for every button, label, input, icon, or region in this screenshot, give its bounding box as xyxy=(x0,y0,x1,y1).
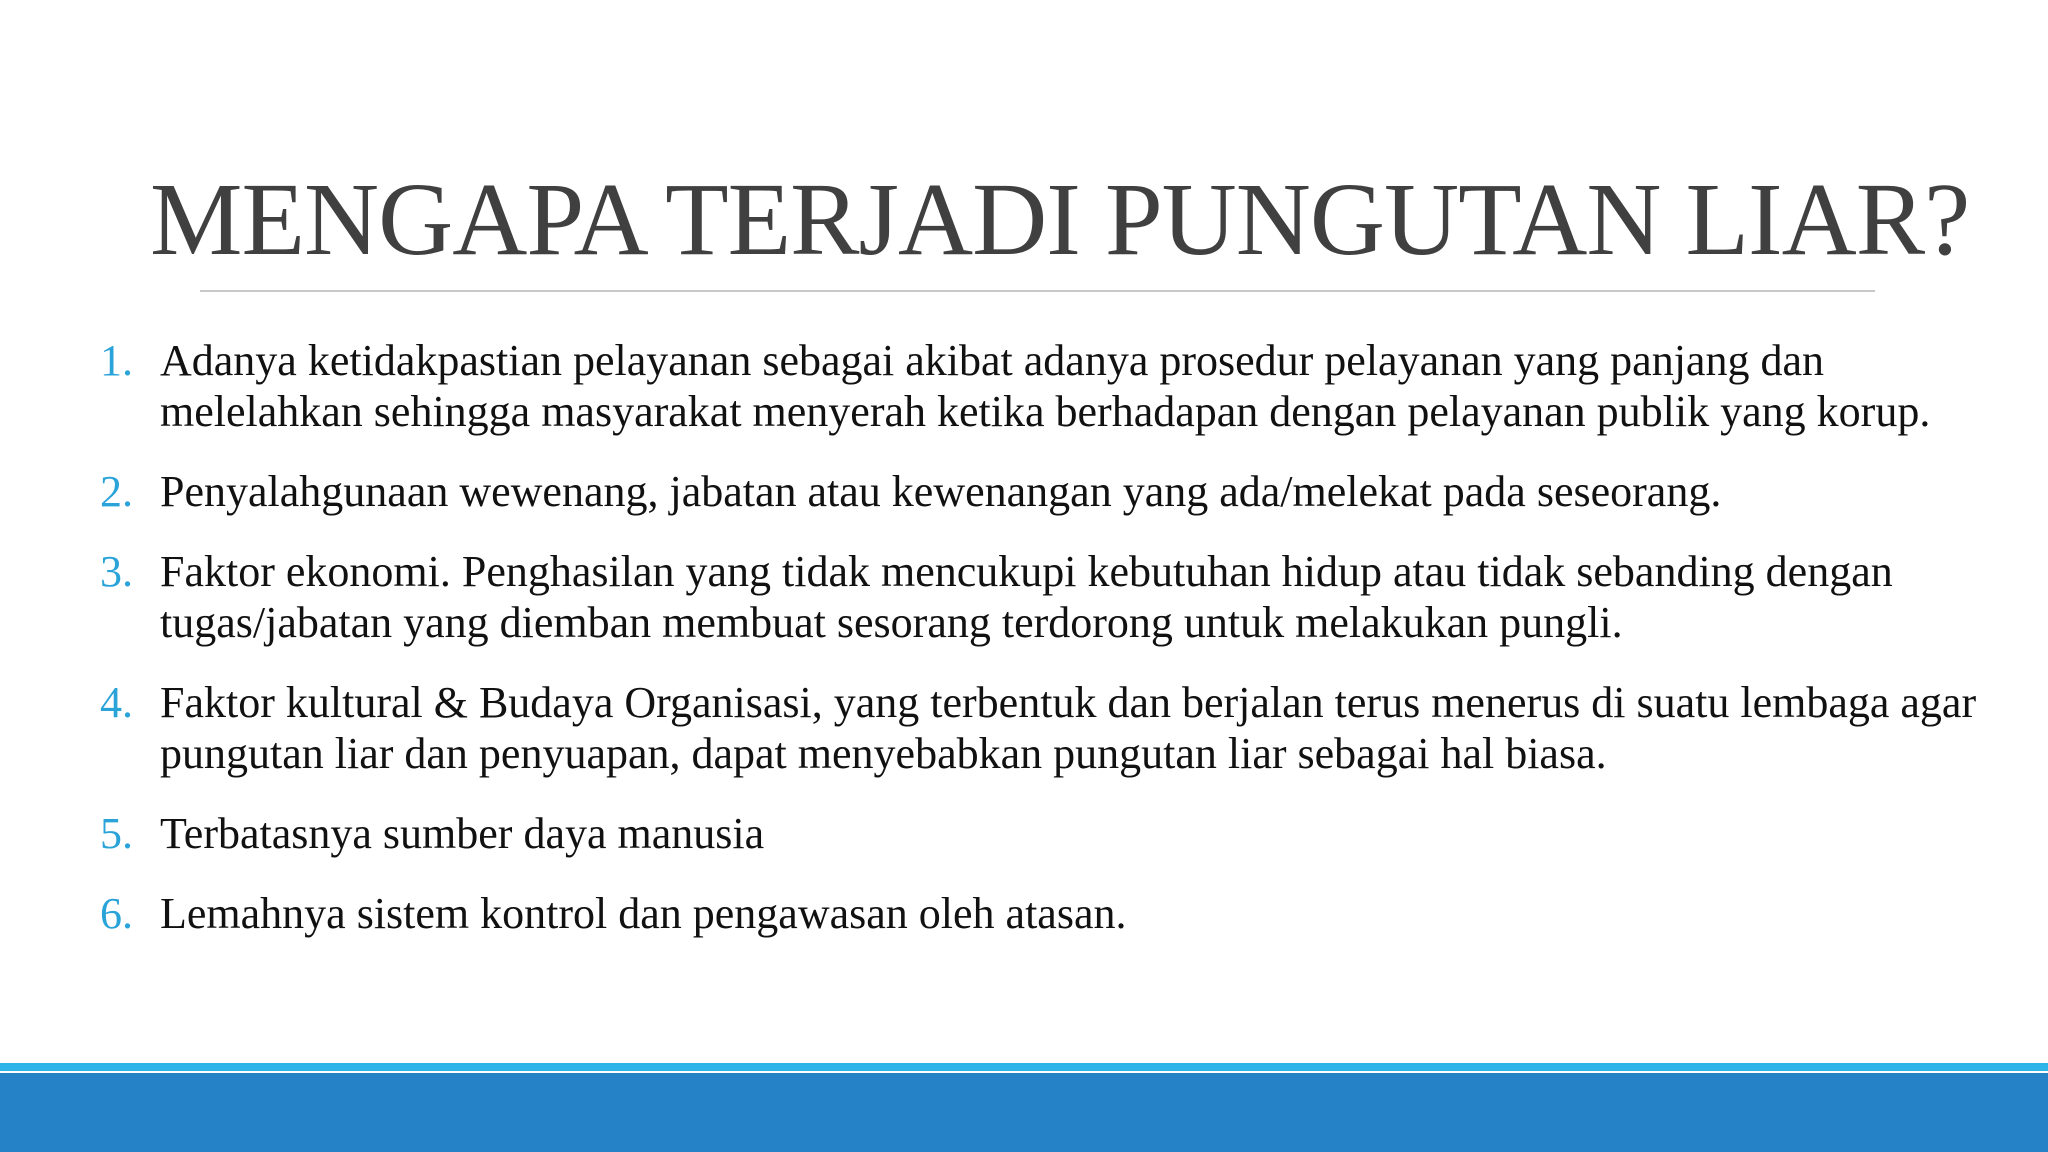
list-item-text: Penyalahgunaan wewenang, jabatan atau kewenangan yang ada/melekat pada seseorang. xyxy=(160,467,1722,516)
list-item-text: Lemahnya sistem kontrol dan pengawasan oleh atasan. xyxy=(160,889,1127,938)
list-item-number: 5. xyxy=(100,809,133,858)
slide-title: MENGAPA TERJADI PUNGUTAN LIAR? xyxy=(150,162,1970,277)
list-item-number: 1. xyxy=(100,336,133,385)
footer-bar xyxy=(0,1073,2048,1152)
list-item-number: 6. xyxy=(100,889,133,938)
list-item xyxy=(100,466,2000,517)
list-item-text: Adanya ketidakpastian pelayanan sebagai akibat adanya prosedur pelayanan yang panjang dan melelahkan sehingga masyarakat menyerah ketika berhadapan dengan pelayanan publik yang korup. xyxy=(160,336,1931,436)
list-item-number: 2. xyxy=(100,467,133,516)
list-item-text: Terbatasnya sumber daya manusia xyxy=(160,809,765,858)
footer-accent-line xyxy=(0,1063,2048,1071)
list-item xyxy=(100,808,2000,859)
list-item xyxy=(100,888,2000,939)
list-item-text: Faktor kultural & Budaya Organisasi, yang terbentuk dan berjalan terus menerus di suatu lembaga agar pungutan liar dan penyuapan, dapat menyebabkan pungutan liar sebagai hal biasa. xyxy=(160,678,1977,778)
list-item-number: 4. xyxy=(100,678,133,727)
list-item xyxy=(100,546,2000,648)
title-divider xyxy=(200,290,1875,292)
list-item-text: Faktor ekonomi. Penghasilan yang tidak mencukupi kebutuhan hidup atau tidak sebanding dengan tugas/jabatan yang diemban membuat sesorang terdorong untuk melakukan pungli. xyxy=(160,547,1893,647)
list-item-number: 3. xyxy=(100,547,133,596)
list-item xyxy=(100,335,2000,437)
reasons-list xyxy=(100,335,2000,968)
list-item xyxy=(100,677,2000,779)
